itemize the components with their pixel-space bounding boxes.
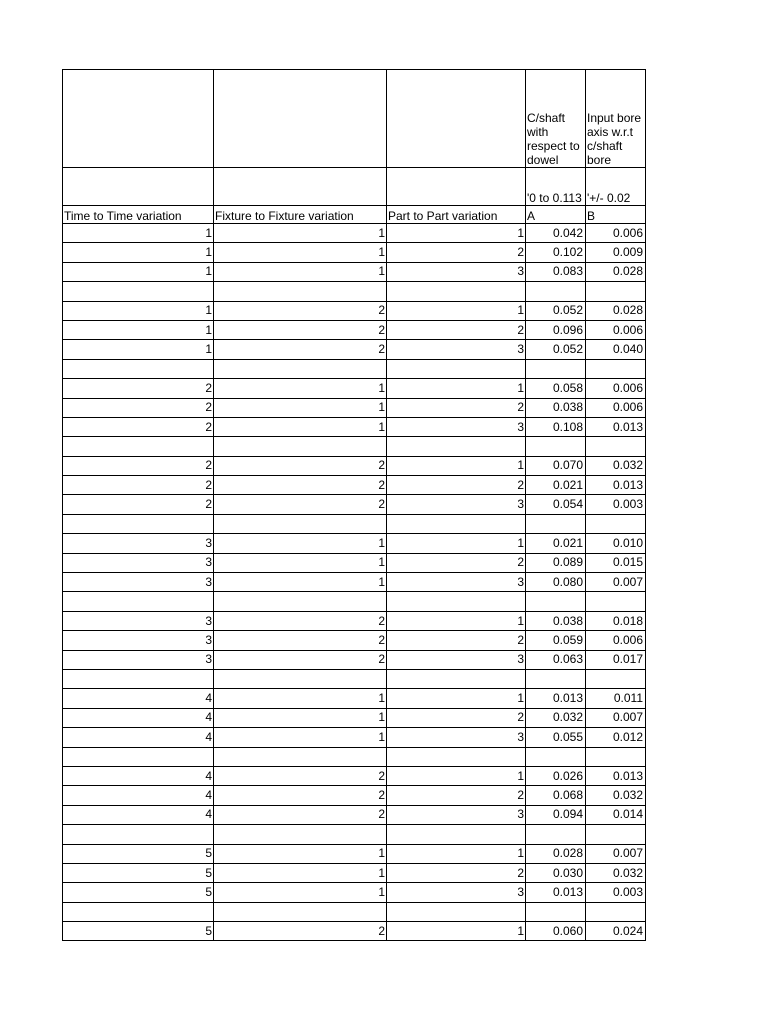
time-cell[interactable]: 1 bbox=[63, 262, 214, 281]
b-value-cell[interactable]: 0.028 bbox=[586, 262, 646, 281]
empty-cell[interactable] bbox=[526, 669, 586, 688]
a-value-cell[interactable]: 0.038 bbox=[526, 398, 586, 417]
table-row bbox=[63, 495, 646, 514]
empty-cell[interactable] bbox=[214, 592, 387, 611]
a-value-cell[interactable]: 0.054 bbox=[526, 495, 586, 514]
time-cell[interactable]: 1 bbox=[63, 320, 214, 339]
fixture-cell[interactable]: 2 bbox=[214, 320, 387, 339]
table-row bbox=[63, 766, 646, 785]
fixture-cell[interactable]: 1 bbox=[214, 573, 387, 592]
table-row bbox=[63, 476, 646, 495]
b-value-cell[interactable]: 0.032 bbox=[586, 456, 646, 475]
part-cell[interactable]: 1 bbox=[387, 611, 526, 630]
fixture-cell[interactable]: 1 bbox=[214, 262, 387, 281]
empty-cell[interactable] bbox=[586, 825, 646, 844]
table-row bbox=[63, 262, 646, 281]
part-cell[interactable]: 1 bbox=[387, 379, 526, 398]
empty-cell[interactable] bbox=[526, 359, 586, 378]
table-row bbox=[63, 243, 646, 262]
empty-cell[interactable] bbox=[586, 514, 646, 533]
empty-cell[interactable] bbox=[526, 592, 586, 611]
b-value-cell[interactable]: 0.003 bbox=[586, 495, 646, 514]
fixture-cell[interactable]: 1 bbox=[214, 883, 387, 902]
fixture-cell[interactable]: 2 bbox=[214, 476, 387, 495]
b-value-cell[interactable]: 0.006 bbox=[586, 320, 646, 339]
a-value-cell[interactable]: 0.059 bbox=[526, 631, 586, 650]
table-row bbox=[63, 883, 646, 902]
part-cell[interactable]: 3 bbox=[387, 573, 526, 592]
empty-cell[interactable] bbox=[214, 669, 387, 688]
empty-cell[interactable] bbox=[63, 514, 214, 533]
time-cell[interactable]: 3 bbox=[63, 611, 214, 630]
a-value-cell[interactable]: 0.042 bbox=[526, 224, 586, 243]
a-value-cell[interactable]: 0.083 bbox=[526, 262, 586, 281]
a-value-cell[interactable]: 0.080 bbox=[526, 573, 586, 592]
fixture-cell[interactable]: 2 bbox=[214, 805, 387, 824]
a-value-cell[interactable]: 0.021 bbox=[526, 534, 586, 553]
part-cell[interactable]: 1 bbox=[387, 766, 526, 785]
a-value-cell[interactable]: 0.096 bbox=[526, 320, 586, 339]
table-row bbox=[63, 417, 646, 436]
a-value-cell[interactable]: 0.063 bbox=[526, 650, 586, 669]
header-cell-empty[interactable] bbox=[214, 70, 387, 168]
part-cell[interactable]: 1 bbox=[387, 534, 526, 553]
table-row bbox=[63, 650, 646, 669]
b-value-cell[interactable]: 0.028 bbox=[586, 301, 646, 320]
fixture-cell[interactable]: 2 bbox=[214, 340, 387, 359]
table-row bbox=[63, 553, 646, 572]
b-value-cell[interactable]: 0.017 bbox=[586, 650, 646, 669]
table-row bbox=[63, 398, 646, 417]
part-cell[interactable]: 2 bbox=[387, 786, 526, 805]
part-cell[interactable]: 2 bbox=[387, 320, 526, 339]
time-cell[interactable]: 4 bbox=[63, 728, 214, 747]
table-row bbox=[63, 863, 646, 882]
empty-cell[interactable] bbox=[387, 359, 526, 378]
time-cell[interactable]: 4 bbox=[63, 805, 214, 824]
blank-row bbox=[63, 747, 646, 766]
empty-cell[interactable] bbox=[526, 437, 586, 456]
fixture-cell[interactable]: 1 bbox=[214, 243, 387, 262]
fixture-cell[interactable]: 1 bbox=[214, 689, 387, 708]
time-cell[interactable]: 2 bbox=[63, 417, 214, 436]
part-cell[interactable]: 1 bbox=[387, 456, 526, 475]
part-cell[interactable]: 3 bbox=[387, 340, 526, 359]
time-cell[interactable]: 2 bbox=[63, 495, 214, 514]
fixture-cell[interactable]: 1 bbox=[214, 553, 387, 572]
time-cell[interactable]: 1 bbox=[63, 243, 214, 262]
fixture-cell[interactable]: 2 bbox=[214, 650, 387, 669]
empty-cell[interactable] bbox=[214, 902, 387, 921]
part-cell[interactable]: 3 bbox=[387, 883, 526, 902]
b-value-cell[interactable]: 0.007 bbox=[586, 844, 646, 863]
part-cell[interactable]: 2 bbox=[387, 553, 526, 572]
empty-cell[interactable] bbox=[387, 592, 526, 611]
b-value-cell[interactable]: 0.006 bbox=[586, 631, 646, 650]
b-value-cell[interactable]: 0.018 bbox=[586, 611, 646, 630]
table-row bbox=[63, 689, 646, 708]
time-cell[interactable]: 5 bbox=[63, 863, 214, 882]
table-row bbox=[63, 340, 646, 359]
empty-cell[interactable] bbox=[387, 514, 526, 533]
a-value-cell[interactable]: 0.052 bbox=[526, 301, 586, 320]
header-c-shaft[interactable]: C/shaft with respect to dowel bbox=[526, 70, 586, 168]
header-cell-empty[interactable] bbox=[63, 70, 214, 168]
empty-cell[interactable] bbox=[526, 902, 586, 921]
empty-cell[interactable] bbox=[586, 902, 646, 921]
empty-cell[interactable] bbox=[526, 282, 586, 301]
part-cell[interactable]: 3 bbox=[387, 417, 526, 436]
blank-row bbox=[63, 825, 646, 844]
b-value-cell[interactable]: 0.024 bbox=[586, 922, 646, 941]
table-row bbox=[63, 786, 646, 805]
header-input-bore[interactable]: Input bore axis w.r.t c/shaft bore bbox=[586, 70, 646, 168]
col-part-label[interactable]: Part to Part variation bbox=[387, 206, 526, 224]
a-value-cell[interactable]: 0.052 bbox=[526, 340, 586, 359]
fixture-cell[interactable]: 2 bbox=[214, 631, 387, 650]
part-cell[interactable]: 2 bbox=[387, 708, 526, 727]
b-value-cell[interactable]: 0.009 bbox=[586, 243, 646, 262]
range-a[interactable]: '0 to 0.113 bbox=[526, 168, 586, 206]
table-row bbox=[63, 631, 646, 650]
time-cell[interactable]: 3 bbox=[63, 553, 214, 572]
empty-cell[interactable] bbox=[214, 437, 387, 456]
table-row bbox=[63, 456, 646, 475]
b-value-cell[interactable]: 0.007 bbox=[586, 573, 646, 592]
table-row bbox=[63, 844, 646, 863]
a-value-cell[interactable]: 0.068 bbox=[526, 786, 586, 805]
range-cell-empty[interactable] bbox=[214, 168, 387, 206]
empty-cell[interactable] bbox=[586, 669, 646, 688]
blank-row bbox=[63, 902, 646, 921]
a-value-cell[interactable]: 0.089 bbox=[526, 553, 586, 572]
b-value-cell[interactable]: 0.003 bbox=[586, 883, 646, 902]
range-cell-empty[interactable] bbox=[387, 168, 526, 206]
column-labels-row bbox=[63, 206, 646, 224]
empty-cell[interactable] bbox=[214, 825, 387, 844]
part-cell[interactable]: 2 bbox=[387, 863, 526, 882]
fixture-cell[interactable]: 1 bbox=[214, 417, 387, 436]
time-cell[interactable]: 2 bbox=[63, 398, 214, 417]
empty-cell[interactable] bbox=[387, 902, 526, 921]
header-cell-empty[interactable] bbox=[387, 70, 526, 168]
range-row bbox=[63, 168, 646, 206]
part-cell[interactable]: 1 bbox=[387, 224, 526, 243]
time-cell[interactable]: 5 bbox=[63, 883, 214, 902]
time-cell[interactable]: 4 bbox=[63, 689, 214, 708]
part-cell[interactable]: 2 bbox=[387, 631, 526, 650]
fixture-cell[interactable]: 2 bbox=[214, 922, 387, 941]
data-table bbox=[62, 69, 646, 941]
empty-cell[interactable] bbox=[387, 669, 526, 688]
empty-cell[interactable] bbox=[586, 437, 646, 456]
col-b-label[interactable]: B bbox=[586, 206, 646, 224]
b-value-cell[interactable]: 0.032 bbox=[586, 863, 646, 882]
part-cell[interactable]: 3 bbox=[387, 728, 526, 747]
table-row bbox=[63, 534, 646, 553]
time-cell[interactable]: 1 bbox=[63, 301, 214, 320]
blank-row bbox=[63, 514, 646, 533]
a-value-cell[interactable]: 0.102 bbox=[526, 243, 586, 262]
fixture-cell[interactable]: 1 bbox=[214, 534, 387, 553]
b-value-cell[interactable]: 0.007 bbox=[586, 708, 646, 727]
a-value-cell[interactable]: 0.055 bbox=[526, 728, 586, 747]
part-cell[interactable]: 1 bbox=[387, 922, 526, 941]
fixture-cell[interactable]: 1 bbox=[214, 863, 387, 882]
empty-cell[interactable] bbox=[526, 514, 586, 533]
fixture-cell[interactable]: 2 bbox=[214, 495, 387, 514]
time-cell[interactable]: 4 bbox=[63, 786, 214, 805]
a-value-cell[interactable]: 0.060 bbox=[526, 922, 586, 941]
empty-cell[interactable] bbox=[63, 437, 214, 456]
part-cell[interactable]: 3 bbox=[387, 495, 526, 514]
blank-row bbox=[63, 592, 646, 611]
b-value-cell[interactable]: 0.006 bbox=[586, 379, 646, 398]
fixture-cell[interactable]: 1 bbox=[214, 224, 387, 243]
a-value-cell[interactable]: 0.021 bbox=[526, 476, 586, 495]
blank-row bbox=[63, 437, 646, 456]
empty-cell[interactable] bbox=[63, 359, 214, 378]
a-value-cell[interactable]: 0.028 bbox=[526, 844, 586, 863]
table-row bbox=[63, 224, 646, 243]
b-value-cell[interactable]: 0.014 bbox=[586, 805, 646, 824]
empty-cell[interactable] bbox=[387, 437, 526, 456]
a-value-cell[interactable]: 0.070 bbox=[526, 456, 586, 475]
b-value-cell[interactable]: 0.032 bbox=[586, 786, 646, 805]
empty-cell[interactable] bbox=[526, 825, 586, 844]
fixture-cell[interactable]: 2 bbox=[214, 611, 387, 630]
fixture-cell[interactable]: 2 bbox=[214, 301, 387, 320]
a-value-cell[interactable]: 0.030 bbox=[526, 863, 586, 882]
part-cell[interactable]: 2 bbox=[387, 476, 526, 495]
blank-row bbox=[63, 282, 646, 301]
b-value-cell[interactable]: 0.010 bbox=[586, 534, 646, 553]
part-cell[interactable]: 1 bbox=[387, 689, 526, 708]
a-value-cell[interactable]: 0.013 bbox=[526, 883, 586, 902]
range-cell-empty[interactable] bbox=[63, 168, 214, 206]
time-cell[interactable]: 3 bbox=[63, 631, 214, 650]
part-cell[interactable]: 3 bbox=[387, 262, 526, 281]
table-row bbox=[63, 320, 646, 339]
table-row bbox=[63, 728, 646, 747]
empty-cell[interactable] bbox=[63, 902, 214, 921]
col-fixture-label[interactable]: Fixture to Fixture variation bbox=[214, 206, 387, 224]
table-row bbox=[63, 301, 646, 320]
time-cell[interactable]: 5 bbox=[63, 922, 214, 941]
blank-row bbox=[63, 669, 646, 688]
part-cell[interactable]: 1 bbox=[387, 301, 526, 320]
col-a-label[interactable]: A bbox=[526, 206, 586, 224]
empty-cell[interactable] bbox=[214, 282, 387, 301]
blank-row bbox=[63, 359, 646, 378]
empty-cell[interactable] bbox=[63, 592, 214, 611]
time-cell[interactable]: 4 bbox=[63, 708, 214, 727]
empty-cell[interactable] bbox=[586, 359, 646, 378]
empty-cell[interactable] bbox=[214, 514, 387, 533]
time-cell[interactable]: 3 bbox=[63, 534, 214, 553]
range-b[interactable]: '+/- 0.02 bbox=[586, 168, 646, 206]
empty-cell[interactable] bbox=[387, 282, 526, 301]
empty-cell[interactable] bbox=[526, 747, 586, 766]
b-value-cell[interactable]: 0.013 bbox=[586, 766, 646, 785]
a-value-cell[interactable]: 0.058 bbox=[526, 379, 586, 398]
table-row bbox=[63, 805, 646, 824]
empty-cell[interactable] bbox=[63, 747, 214, 766]
time-cell[interactable]: 3 bbox=[63, 650, 214, 669]
a-value-cell[interactable]: 0.026 bbox=[526, 766, 586, 785]
table-row bbox=[63, 708, 646, 727]
b-value-cell[interactable]: 0.011 bbox=[586, 689, 646, 708]
time-cell[interactable]: 5 bbox=[63, 844, 214, 863]
b-value-cell[interactable]: 0.013 bbox=[586, 417, 646, 436]
empty-cell[interactable] bbox=[63, 282, 214, 301]
table-row bbox=[63, 573, 646, 592]
fixture-cell[interactable]: 1 bbox=[214, 398, 387, 417]
b-value-cell[interactable]: 0.013 bbox=[586, 476, 646, 495]
fixture-cell[interactable]: 1 bbox=[214, 708, 387, 727]
time-cell[interactable]: 4 bbox=[63, 766, 214, 785]
fixture-cell[interactable]: 2 bbox=[214, 786, 387, 805]
time-cell[interactable]: 1 bbox=[63, 340, 214, 359]
time-cell[interactable]: 2 bbox=[63, 476, 214, 495]
a-value-cell[interactable]: 0.108 bbox=[526, 417, 586, 436]
fixture-cell[interactable]: 1 bbox=[214, 728, 387, 747]
fixture-cell[interactable]: 2 bbox=[214, 766, 387, 785]
empty-cell[interactable] bbox=[214, 359, 387, 378]
b-value-cell[interactable]: 0.006 bbox=[586, 398, 646, 417]
a-value-cell[interactable]: 0.094 bbox=[526, 805, 586, 824]
fixture-cell[interactable]: 2 bbox=[214, 456, 387, 475]
table-row bbox=[63, 611, 646, 630]
empty-cell[interactable] bbox=[387, 825, 526, 844]
col-time-label[interactable]: Time to Time variation bbox=[63, 206, 214, 224]
a-value-cell[interactable]: 0.038 bbox=[526, 611, 586, 630]
b-value-cell[interactable]: 0.015 bbox=[586, 553, 646, 572]
b-value-cell[interactable]: 0.006 bbox=[586, 224, 646, 243]
empty-cell[interactable] bbox=[63, 669, 214, 688]
time-cell[interactable]: 2 bbox=[63, 379, 214, 398]
empty-cell[interactable] bbox=[214, 747, 387, 766]
header-row bbox=[63, 70, 646, 168]
empty-cell[interactable] bbox=[586, 592, 646, 611]
part-cell[interactable]: 1 bbox=[387, 844, 526, 863]
empty-cell[interactable] bbox=[387, 747, 526, 766]
a-value-cell[interactable]: 0.032 bbox=[526, 708, 586, 727]
time-cell[interactable]: 3 bbox=[63, 573, 214, 592]
fixture-cell[interactable]: 1 bbox=[214, 844, 387, 863]
part-cell[interactable]: 2 bbox=[387, 243, 526, 262]
a-value-cell[interactable]: 0.013 bbox=[526, 689, 586, 708]
part-cell[interactable]: 3 bbox=[387, 650, 526, 669]
empty-cell[interactable] bbox=[586, 747, 646, 766]
time-cell[interactable]: 2 bbox=[63, 456, 214, 475]
b-value-cell[interactable]: 0.040 bbox=[586, 340, 646, 359]
empty-cell[interactable] bbox=[586, 282, 646, 301]
time-cell[interactable]: 1 bbox=[63, 224, 214, 243]
empty-cell[interactable] bbox=[63, 825, 214, 844]
table-row bbox=[63, 922, 646, 941]
part-cell[interactable]: 3 bbox=[387, 805, 526, 824]
part-cell[interactable]: 2 bbox=[387, 398, 526, 417]
fixture-cell[interactable]: 1 bbox=[214, 379, 387, 398]
b-value-cell[interactable]: 0.012 bbox=[586, 728, 646, 747]
table-row bbox=[63, 379, 646, 398]
